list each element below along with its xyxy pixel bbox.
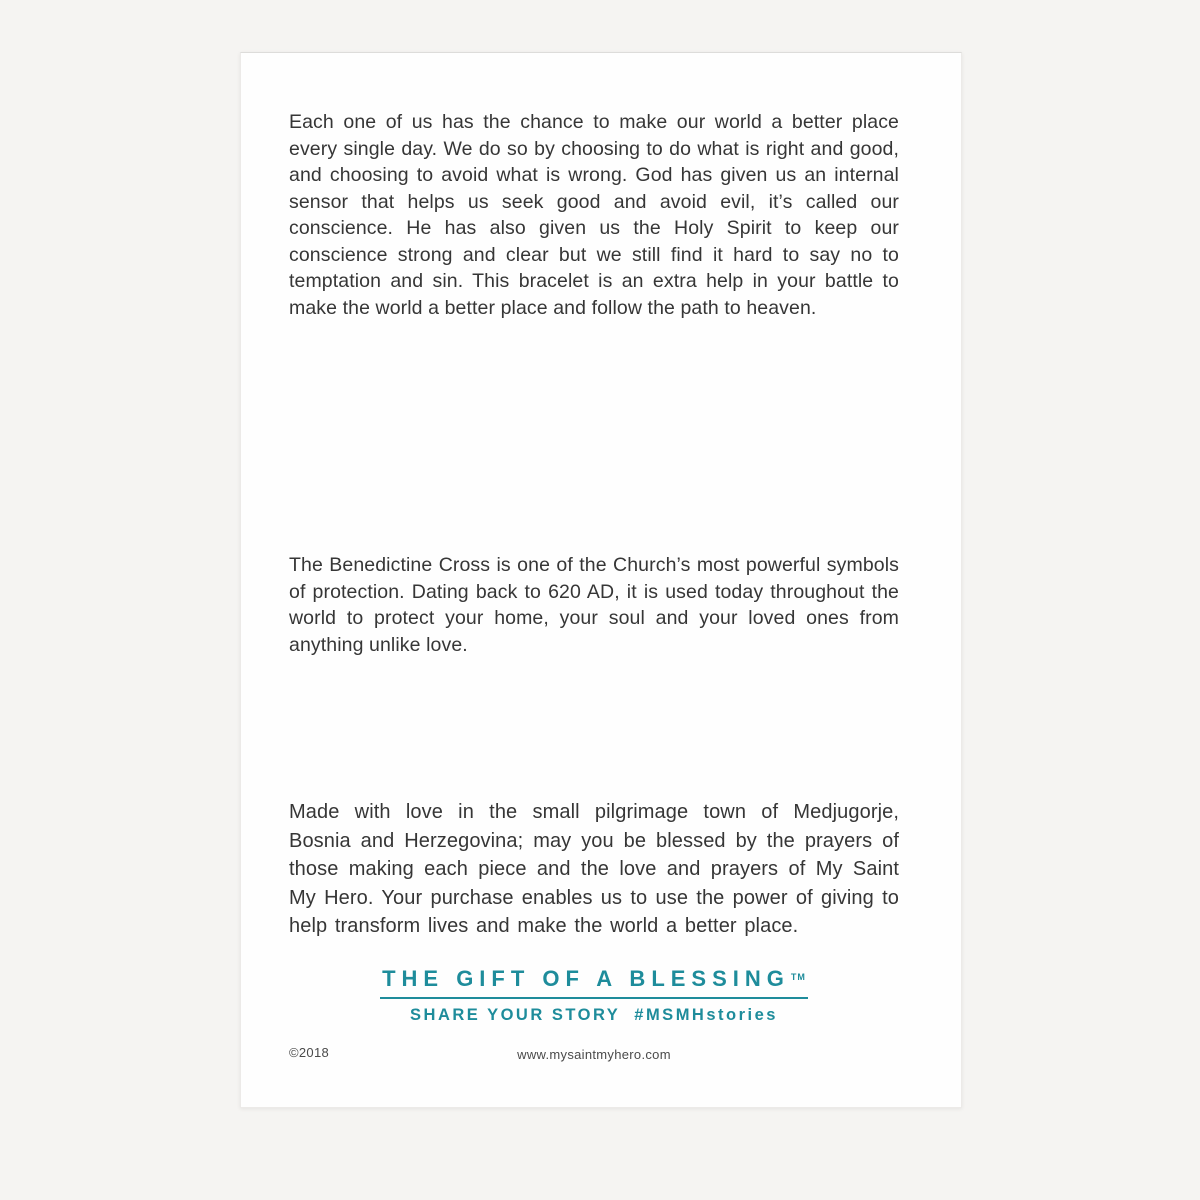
card-footer — [289, 1045, 899, 1065]
benedictine-cross-paragraph: The Benedictine Cross is one of the Church’s most powerful symbols of protection. Dating back to 620 AD, it is used today throughout the world to protect your home, your soul and your loved ones from anything unlike love. — [289, 554, 899, 656]
gift-of-blessing-section — [289, 966, 899, 1025]
share-your-story-tagline — [289, 1006, 899, 1025]
msmh-stories-hashtag: #MSMHstories — [634, 1006, 778, 1024]
blessing-card-back — [240, 52, 962, 1108]
gift-of-blessing-title: THE GIFT OF A BLESSING — [382, 966, 790, 991]
made-with-love-paragraph: Made with love in the small pilgrimage town of Medjugorje, Bosnia and Herzegovina; may you be blessed by the prayers of those making each piece and the love and prayers of My Saint My Hero. Your purchase enables us to use the power of giving to help transform lives and make the world a better place. — [289, 801, 899, 937]
gift-of-blessing-title-underlined — [380, 966, 808, 999]
share-your-story-text: SHARE YOUR STORY — [410, 1006, 621, 1024]
intro-conscience-paragraph: Each one of us has the chance to make our world a better place every single day. We do so by choosing to do what is right and good, and choosing to avoid what is wrong. God has given us an internal sensor that helps us seek good and avoid evil, it’s called our conscience. He has also given us the Holy Spirit to keep our conscience strong and clear but we still find it hard to say no to temptation and sin. This bracelet is an extra help in your battle to make the world a better place and follow the path to heaven. — [289, 111, 899, 319]
copyright-text: ©2018 — [289, 1045, 329, 1060]
website-url: www.mysaintmyhero.com — [517, 1047, 671, 1062]
trademark-symbol: TM — [790, 971, 806, 982]
